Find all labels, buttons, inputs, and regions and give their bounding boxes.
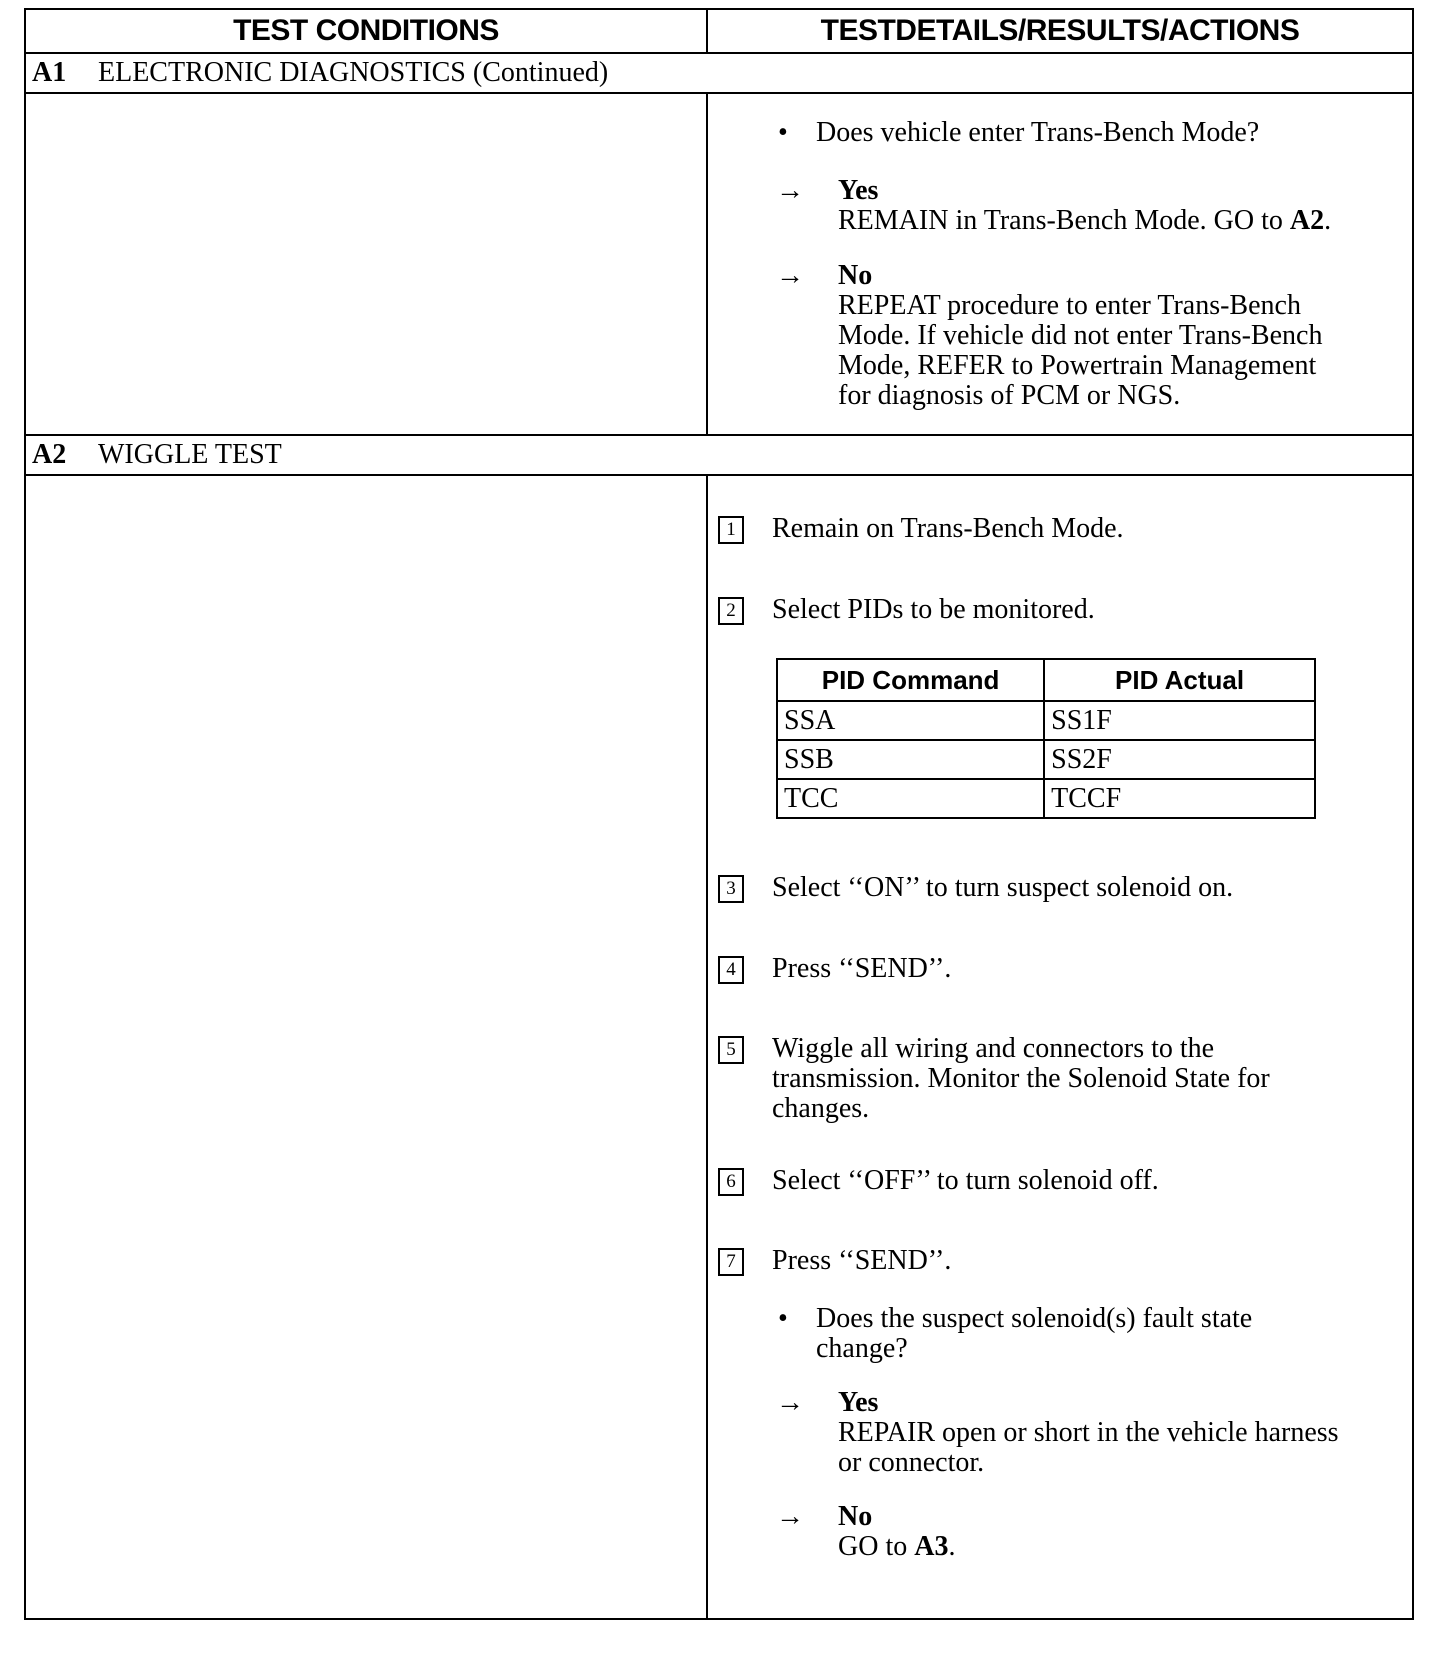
no-line: Mode. If vehicle did not enter Trans-Bench [838, 320, 1323, 351]
step-text: Wiggle all wiring and connectors to the [772, 1033, 1215, 1064]
step-text: Remain on Trans-Bench Mode. [772, 513, 1124, 544]
pid-actual-cell: SS1F [1044, 701, 1315, 740]
a1-question [770, 118, 1259, 148]
table-header [26, 10, 1412, 54]
table-row [777, 740, 1315, 779]
table-row [777, 779, 1315, 818]
step-6 [718, 1166, 1159, 1196]
step-number-box: 4 [718, 956, 744, 984]
step-text: Select ‘‘ON’’ to turn suspect solenoid on. [772, 872, 1234, 903]
yes-label: Yes [838, 1387, 879, 1418]
section-name: ELECTRONIC DIAGNOSTICS (Continued) [98, 57, 609, 88]
pid-header-command: PID Command [777, 659, 1044, 701]
a1-no-result [776, 261, 1322, 411]
a1-yes-result [776, 176, 1331, 236]
no-label: No [838, 260, 873, 291]
yes-line: or connector. [838, 1447, 985, 1478]
step-4 [718, 954, 951, 984]
step-number-box: 5 [718, 1036, 744, 1064]
step-text: Select PIDs to be monitored. [772, 594, 1095, 625]
pid-actual-cell: TCCF [1044, 779, 1315, 818]
step-5 [718, 1034, 1270, 1124]
section-a2-title [26, 436, 1412, 476]
section-a2-content [26, 476, 1412, 1618]
yes-action [838, 206, 1331, 236]
step-2 [718, 595, 1095, 625]
no-text: GO to [838, 1531, 908, 1562]
no-line: Mode, REFER to Powertrain Management [838, 350, 1317, 381]
step-7 [718, 1246, 951, 1276]
question-text: Does vehicle enter Trans-Bench Mode? [816, 117, 1260, 148]
arrow-icon: → [776, 1387, 804, 1418]
section-id: A1 [32, 57, 67, 88]
question-text: change? [816, 1333, 908, 1364]
diagnostic-page [24, 8, 1412, 1620]
yes-label: Yes [838, 175, 879, 206]
section-name: WIGGLE TEST [98, 439, 282, 470]
no-label: No [838, 1501, 873, 1532]
table-row [777, 701, 1315, 740]
step-number-box: 1 [718, 516, 744, 544]
header-test-conditions: TEST CONDITIONS [26, 10, 708, 52]
pid-command-cell: TCC [777, 779, 1044, 818]
yes-text: REMAIN in Trans-Bench Mode. GO to [838, 205, 1283, 236]
a1-details-cell [708, 94, 1412, 434]
bullet-icon: • [778, 1303, 788, 1334]
step-text: Press ‘‘SEND’’. [772, 1245, 952, 1276]
arrow-icon: → [776, 260, 804, 291]
step-number-box: 6 [718, 1168, 744, 1196]
yes-line: REPAIR open or short in the vehicle harness [838, 1417, 1339, 1448]
section-a1-title [26, 54, 1412, 94]
a2-no-result [776, 1502, 955, 1562]
step-number-box: 7 [718, 1248, 744, 1276]
yes-end: . [1324, 205, 1332, 236]
a2-question [770, 1304, 1252, 1364]
pid-actual-cell: SS2F [1044, 740, 1315, 779]
a1-test-conditions-cell [26, 94, 708, 434]
no-ref: A3 [914, 1531, 949, 1562]
no-end: . [948, 1531, 956, 1562]
no-line: REPEAT procedure to enter Trans-Bench [838, 290, 1301, 321]
arrow-icon: → [776, 175, 804, 206]
step-3 [718, 873, 1233, 903]
header-test-details: TESTDETAILS/RESULTS/ACTIONS [820, 14, 1300, 47]
no-line: for diagnosis of PCM or NGS. [838, 380, 1181, 411]
step-text: changes. [772, 1093, 870, 1124]
section-id: A2 [32, 439, 67, 470]
pid-command-cell: SSA [777, 701, 1044, 740]
pid-command-cell: SSB [777, 740, 1044, 779]
diagnostic-table [24, 8, 1414, 1620]
section-a1-content [26, 94, 1412, 436]
yes-ref: A2 [1289, 205, 1325, 236]
step-number-box: 3 [718, 875, 744, 903]
pid-header-actual: PID Actual [1044, 659, 1315, 701]
step-text: transmission. Monitor the Solenoid State for [772, 1063, 1270, 1094]
question-text: Does the suspect solenoid(s) fault state [816, 1303, 1253, 1334]
step-1 [718, 514, 1124, 544]
a2-test-conditions-cell [26, 476, 708, 1618]
pid-table [776, 658, 1316, 819]
no-action [838, 1532, 955, 1562]
arrow-icon: → [776, 1501, 804, 1532]
bullet-icon: • [778, 117, 788, 148]
step-text: Press ‘‘SEND’’. [772, 953, 952, 984]
step-number-box: 2 [718, 597, 744, 625]
pid-table-header-row [777, 659, 1315, 701]
a2-details-cell [708, 476, 1412, 1618]
step-text: Select ‘‘OFF’’ to turn solenoid off. [772, 1165, 1159, 1196]
a2-yes-result [776, 1388, 1339, 1478]
